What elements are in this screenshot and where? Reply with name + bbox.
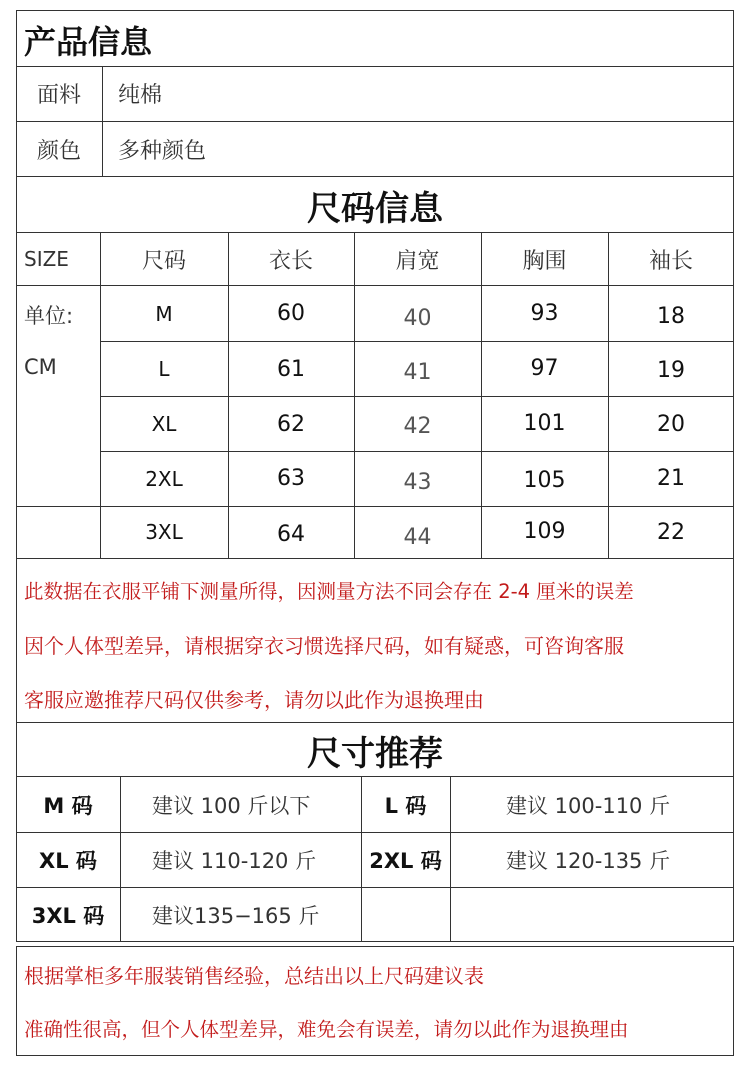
header-shoulder: 肩宽 [395,248,440,274]
rec-size-xl: XL 码 [39,849,97,873]
chest-cell: 101 [523,411,566,436]
fabric-value: 纯棉 [118,83,163,108]
size-cell: L [158,356,170,381]
length-cell: 61 [277,357,305,382]
sleeve-cell: 22 [657,519,685,545]
length-cell: 62 [277,412,305,437]
rec-line [16,887,734,888]
size-cell: M [155,301,173,326]
rec-advice-3xl: 建议135−165 斤 [152,904,320,928]
rec-size-l: L 码 [384,793,427,818]
sleeve-cell: 20 [657,412,685,437]
length-cell: 63 [277,466,305,491]
shoulder-cell: 42 [403,414,432,439]
chest-cell: 93 [530,301,559,326]
color-label: 颜色 [36,138,81,164]
chest-cell: 105 [523,468,566,493]
size-info-title: 尺码信息 [307,188,443,229]
color-value: 多种颜色 [118,138,207,164]
rec-size-3xl: 3XL 码 [31,904,105,928]
shoulder-cell: 43 [403,470,432,495]
product-info-title: 产品信息 [24,23,153,61]
sleeve-cell: 21 [657,466,685,491]
fabric-label: 面料 [36,83,81,108]
header-chest: 胸围 [522,248,567,274]
size-note-1: 此数据在衣服平铺下测量所得，因测量方法不同会存在 2-4 厘米的误差 [24,580,634,603]
size-cell: 2XL [145,466,183,491]
unit-value: CM [24,355,57,379]
rec-advice-xl: 建议 110-120 斤 [152,849,317,873]
shoulder-cell: 44 [403,524,432,550]
header-sleeve: 袖长 [648,248,693,274]
product-col-divider [102,66,103,177]
recommend-title: 尺寸推荐 [307,733,443,774]
header-size-code: 尺码 [141,248,186,274]
size-note-2: 因个人体型差异，请根据穿衣习惯选择尺码，如有疑惑，可咨询客服 [24,634,624,658]
length-cell: 64 [277,521,305,547]
header-length: 衣长 [268,248,313,274]
rec-size-m: M 码 [43,793,93,818]
size-cell: XL [151,411,177,436]
chest-cell: 97 [530,356,559,381]
shoulder-cell: 40 [403,306,432,331]
size-note-3: 客服应邀推荐尺码仅供参考，请勿以此作为退换理由 [24,688,484,712]
rec-advice-l: 建议 100-110 斤 [506,793,671,818]
shoulder-cell: 41 [403,360,432,385]
header-size: SIZE [24,247,69,271]
rec-col-line [120,776,121,942]
rec-size-2xl: 2XL 码 [369,849,442,873]
sleeve-cell: 19 [657,358,685,383]
rec-advice-m: 建议 100 斤以下 [152,793,311,818]
unit-label: 单位: [24,304,74,328]
sleeve-cell: 18 [657,304,685,329]
rec-advice-2xl: 建议 120-135 斤 [506,849,671,873]
rec-col-line [450,776,451,942]
recommend-note-1: 根据掌柜多年服装销售经验，总结出以上尺码建议表 [24,964,484,988]
recommend-note-2: 准确性很高，但个人体型差异，难免会有误差，请勿以此作为退换理由 [24,1018,629,1041]
length-cell: 60 [277,301,305,326]
chest-cell: 109 [523,518,566,544]
size-cell: 3XL [145,520,183,544]
